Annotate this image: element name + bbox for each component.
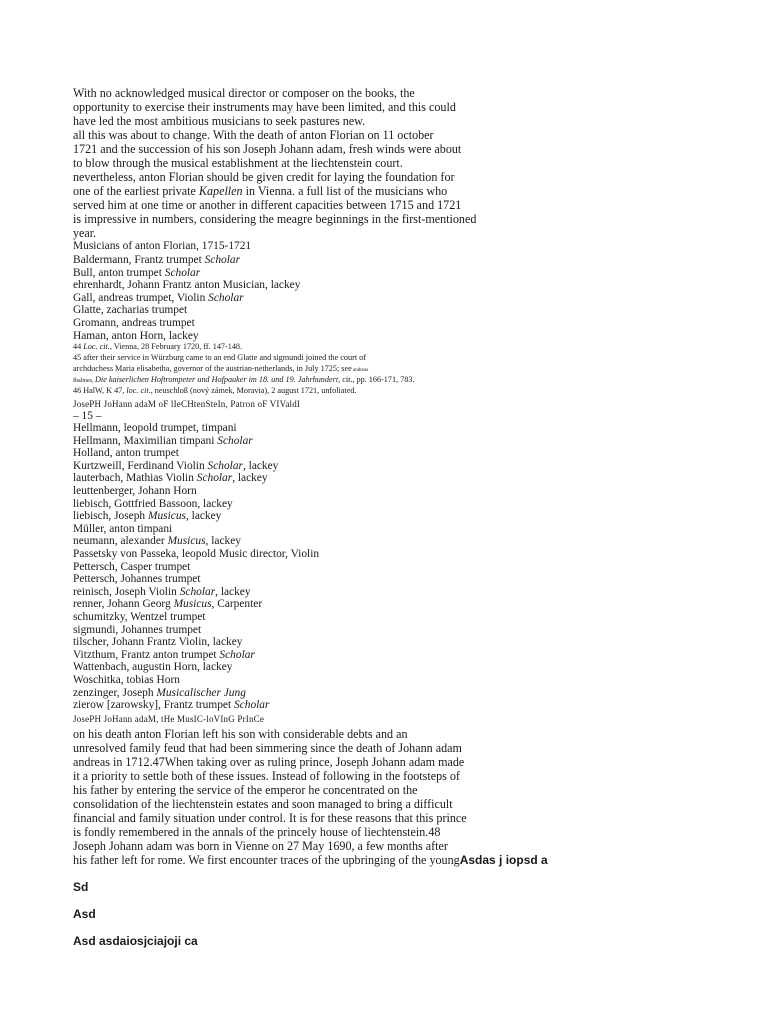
musician-1-entry xyxy=(73,317,195,330)
entry-status: Musicus xyxy=(173,598,212,611)
entry-name-role: liebisch, Joseph xyxy=(73,510,148,523)
entry-name-role: tilscher, Johann Frantz Violin, lackey xyxy=(73,636,243,649)
intro-line-6: to blow through the musical establishment at the liechtenstein court. xyxy=(73,156,403,170)
musician-2-entry xyxy=(73,535,241,548)
entry-status: Musicus xyxy=(147,510,186,523)
entry-extra: , lackey xyxy=(215,585,251,598)
entry-status: Musicus xyxy=(167,535,206,548)
entry-status: Scholar xyxy=(219,648,255,661)
fn45-title: Die kaiserlichen Hoftrompeter und Hofpauker im 18. und 19. Jahrhundert xyxy=(95,375,339,384)
kapellen-post: in Vienna. a full list of the musicians who xyxy=(242,184,448,198)
fn45-pages: , cit., pp. 166-171, 783. xyxy=(338,375,415,384)
entry-name-role: schumitzky, Wentzel trumpet xyxy=(73,611,206,623)
musician-2-entry xyxy=(73,661,232,674)
intro-line-5: 1721 and the succession of his son Joseph Johann adam, fresh winds were about xyxy=(73,142,462,156)
entry-name-role: Müller, anton timpani xyxy=(73,522,173,535)
body-line-8: is fondly remembered in the annals of the princely house of liechtenstein.48 xyxy=(73,825,441,839)
fn44-pre: 44 xyxy=(73,342,84,351)
intro-line-11: year. xyxy=(73,226,97,240)
entry-name-role: Holland, anton trumpet xyxy=(73,447,179,460)
fn45-line2: archduchess Maria elisabetha, governor of the austrian-netherlands, in July 1725; see xyxy=(73,364,352,373)
entry-name-role: Pettersch, Casper trumpet xyxy=(73,560,191,573)
body-line-2: unresolved family feud that had been simmering since the death of Johann adam xyxy=(73,741,462,755)
fn46-pre: 46 HalW, K 47, xyxy=(73,386,127,395)
musician-2-entry xyxy=(73,435,253,448)
intro-line-8 xyxy=(73,184,447,198)
musician-2-entry xyxy=(73,573,200,586)
fn46-post: , neuschloß (nový zámek, Moravia), 2 august 1721, unfoliated. xyxy=(150,386,357,395)
musician-2-entry xyxy=(73,586,251,599)
musician-1-entry xyxy=(73,330,199,343)
intro-line-3: have led the most ambitious musicians to seek pastures new. xyxy=(73,114,366,128)
entry-extra: , lackey xyxy=(232,472,268,485)
fn45-author: Ibalmes, xyxy=(73,378,95,384)
entry-status: Scholar xyxy=(179,585,216,598)
fn46-em: loc. cit. xyxy=(126,386,151,395)
musician-2-entry xyxy=(73,447,179,460)
intro-line-7: nevertheless, anton Florian should be given credit for laying the foundation for xyxy=(73,170,455,184)
musician-1-entry xyxy=(73,304,187,317)
musician-2-entry xyxy=(73,624,201,637)
musician-2-entry xyxy=(73,548,319,561)
trailing-line-3: Asd asdaiosjciajoji ca xyxy=(73,934,198,948)
musician-2-entry xyxy=(73,649,255,662)
musician-2-entry xyxy=(73,699,269,712)
footnote-45-line-3 xyxy=(73,375,415,386)
intro-line-4: all this was about to change. With the death of anton Florian on 11 october xyxy=(73,128,434,142)
entry-status: Scholar xyxy=(204,254,241,266)
musician-2-entry xyxy=(73,636,242,649)
entry-name-role: Bull, anton trumpet xyxy=(73,266,165,279)
musician-2-entry xyxy=(73,422,237,435)
entry-name-role: renner, Johann Georg xyxy=(73,598,174,611)
body-line-1: on his death anton Florian left his son with considerable debts and an xyxy=(73,727,408,741)
footnote-45-line-1: 45 after their service in Würzburg came to an end Glatte and sigmundi joined the court of xyxy=(73,353,366,362)
entry-status: Musicalischer Jung xyxy=(156,686,246,699)
musician-1-entry xyxy=(73,267,200,280)
fn45-small: andreas xyxy=(351,368,369,373)
entry-status: Scholar xyxy=(234,699,270,712)
entry-name-role: Haman, anton Horn, lackey xyxy=(73,329,199,342)
musician-1-entry xyxy=(73,279,300,292)
body-line-3: andreas in 1712.47When taking over as ruling prince, Joseph Johann adam made xyxy=(73,755,465,769)
entry-name-role: lauterbach, Mathias Violin xyxy=(73,472,197,485)
footnote-46 xyxy=(73,386,356,396)
trailing-line-2: Asd xyxy=(73,907,96,921)
musician-2-entry xyxy=(73,510,221,523)
intro-line-10: is impressive in numbers, considering the meagre beginnings in the first-mentioned xyxy=(73,212,477,226)
fn44-em: Loc. cit. xyxy=(83,342,110,351)
entry-extra: , lackey xyxy=(205,535,241,548)
kapellen-term: Kapellen xyxy=(198,184,243,198)
musician-2-entry xyxy=(73,674,180,687)
entry-name-role: Wattenbach, augustin Horn, lackey xyxy=(73,661,233,674)
entry-name-role: Gall, andreas trumpet, Violin xyxy=(73,291,209,304)
entry-status: Scholar xyxy=(164,266,201,279)
entry-name-role: Gromann, andreas trumpet xyxy=(73,317,195,329)
entry-name-role: Hellmann, Maximilian timpani xyxy=(73,434,218,447)
footnote-44 xyxy=(73,342,242,352)
entry-name-role: Woschitka, tobias Horn xyxy=(73,674,180,686)
body-line-10 xyxy=(73,853,548,867)
body-line-7: financial and family situation under control. It is for these reasons that this prince xyxy=(73,811,467,825)
entry-name-role: Baldermann, Frantz trumpet xyxy=(73,254,205,266)
entry-name-role: zenzinger, Joseph xyxy=(73,686,157,699)
entry-name-role: Kurtzweill, Ferdinand Violin xyxy=(73,459,208,472)
entry-name-role: liebisch, Gottfried Bassoon, lackey xyxy=(73,497,233,510)
entry-status: Scholar xyxy=(207,459,243,472)
entry-extra: , Carpenter xyxy=(211,598,263,611)
body-line-5: his father by entering the service of the emperor he concentrated on the xyxy=(73,783,418,797)
body-line-9: Joseph Johann adam was born in Vienne on 27 May 1690, a few months after xyxy=(73,839,448,853)
section-heading: JosePH JoHann adaM, tHe MusIC-loVInG PrInCe xyxy=(73,714,265,724)
entry-name-role: zierow [zarowsky], Frantz trumpet xyxy=(73,699,234,712)
musician-1-entry xyxy=(73,254,240,267)
musician-2-entry xyxy=(73,485,197,498)
musician-2-entry xyxy=(73,498,233,511)
fn44-post: , Vienna, 28 February 1720, ff. 147-148. xyxy=(109,342,243,351)
entry-status: Scholar xyxy=(217,434,253,447)
body-line-10-sans: Asdas j iopsd a xyxy=(459,853,548,867)
list-heading: Musicians of anton Florian, 1715-1721 xyxy=(73,240,252,252)
entry-name-role: Vitzthum, Frantz anton trumpet xyxy=(73,648,220,661)
body-line-6: consolidation of the liechtenstein estates and soon managed to bring a difficult xyxy=(73,797,453,811)
entry-name-role: ehrenhardt, Johann Frantz anton Musician, lackey xyxy=(73,279,301,292)
trailing-line-1: Sd xyxy=(73,880,89,894)
entry-status: Scholar xyxy=(196,472,233,485)
intro-line-2: opportunity to exercise their instruments may have been limited, and this could xyxy=(73,100,456,114)
musician-2-entry xyxy=(73,460,278,473)
body-line-10-serif: his father left for rome. We first encounter traces of the upbringing of the young xyxy=(73,853,460,867)
running-head: JosePH JoHann adaM oF lIeCHtenSteIn, Patron oF VIValdI xyxy=(73,399,301,409)
entry-name-role: leuttenberger, Johann Horn xyxy=(73,485,197,497)
entry-name-role: Passetsky von Passeka, leopold Music director, Violin xyxy=(73,548,320,560)
intro-line-9: served him at one time or another in different capacities between 1715 and 1721 xyxy=(73,198,462,212)
musician-2-entry xyxy=(73,472,268,485)
entry-extra: , lackey xyxy=(242,459,279,472)
entry-name-role: reinisch, Joseph Violin xyxy=(73,585,180,598)
entry-extra: , lackey xyxy=(185,510,222,523)
entry-name-role: neumann, alexander xyxy=(73,535,168,548)
entry-status: Scholar xyxy=(208,291,244,304)
musician-2-entry xyxy=(73,598,262,611)
entry-name-role: Hellmann, leopold trumpet, timpani xyxy=(73,422,237,434)
entry-name-role: sigmundi, Johannes trumpet xyxy=(73,623,202,636)
entry-name-role: Pettersch, Johannes trumpet xyxy=(73,573,201,586)
entry-name-role: Glatte, zacharias trumpet xyxy=(73,304,188,317)
musician-2-entry xyxy=(73,561,190,574)
page-number: – 15 – xyxy=(73,410,102,422)
intro-line-1: With no acknowledged musical director or composer on the books, the xyxy=(73,86,415,100)
body-line-4: it a priority to settle both of these issues. Instead of following in the footsteps of xyxy=(73,769,460,783)
kapellen-pre: one of the earliest private xyxy=(73,184,199,198)
musician-1-entry xyxy=(73,292,244,305)
musician-2-entry xyxy=(73,687,246,700)
musician-2-entry xyxy=(73,523,172,536)
musician-2-entry xyxy=(73,611,206,624)
